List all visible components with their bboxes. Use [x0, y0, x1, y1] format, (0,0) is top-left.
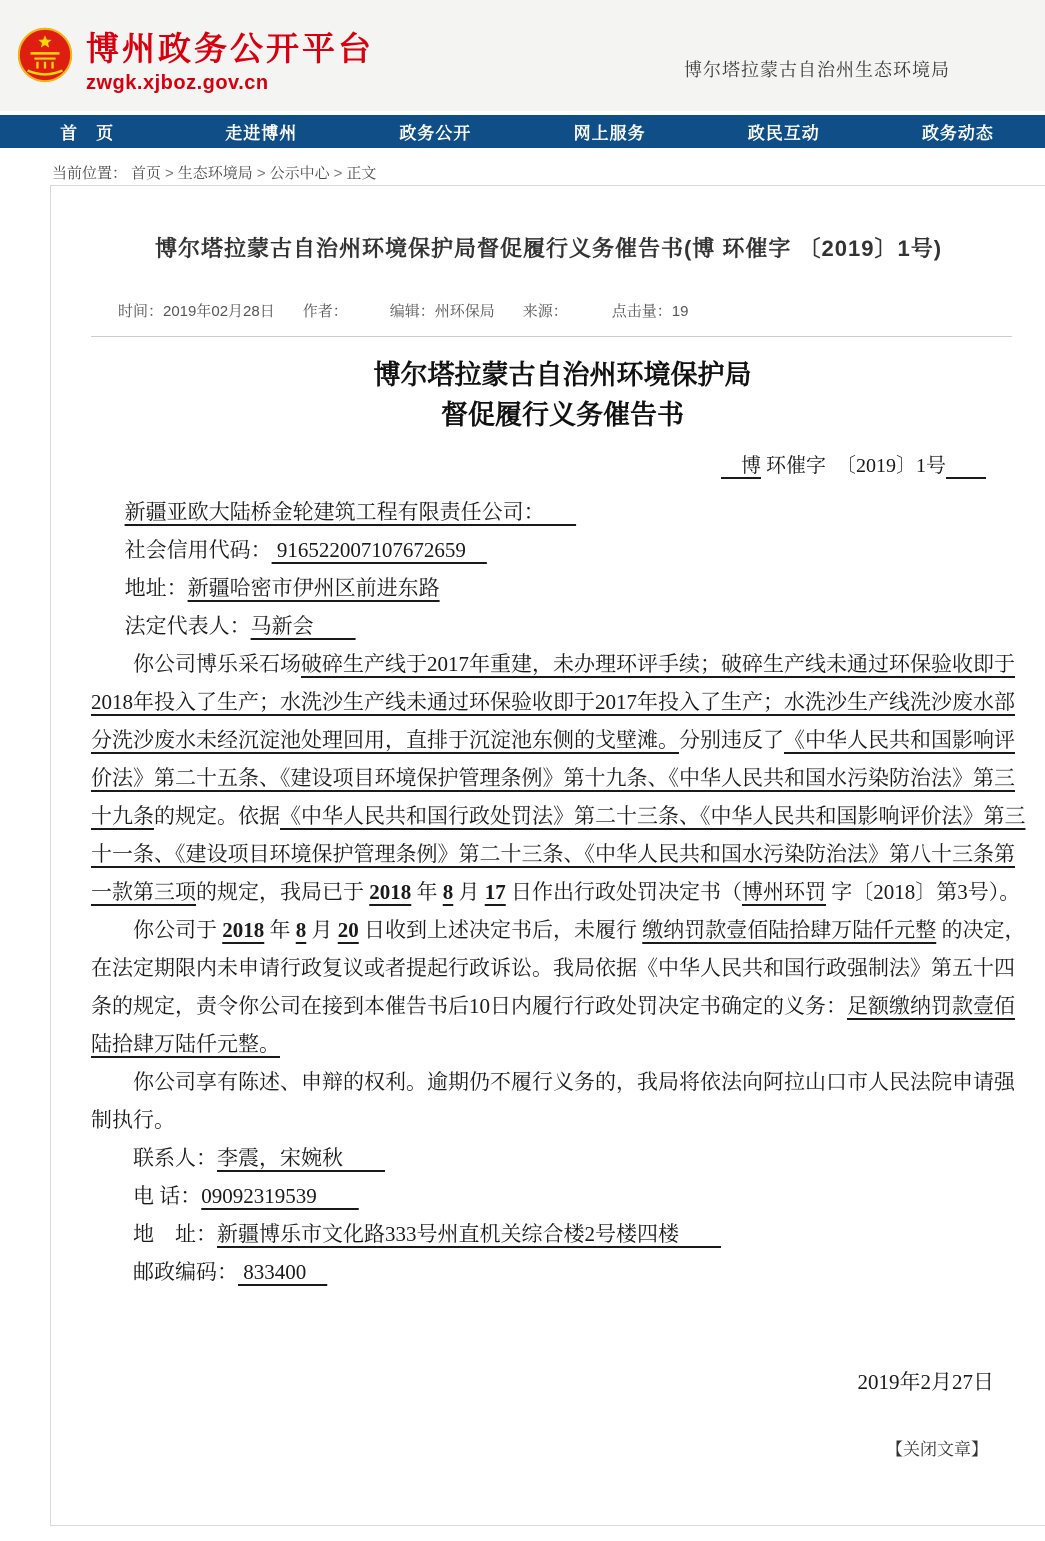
meta-editor: 编辑：州环保局 — [389, 303, 495, 320]
document-date: 2019年2月27日 — [857, 1370, 994, 1394]
breadcrumb-current: 正文 — [346, 165, 377, 182]
document-title-line2: 督促履行义务催告书 — [441, 400, 684, 430]
close-article-button[interactable]: 【关闭文章】 — [886, 1440, 988, 1459]
document-number: 博 环催字 〔2019〕1号 — [721, 455, 946, 477]
close-article-row — [51, 1435, 1045, 1460]
meta-author: 作者： — [302, 303, 348, 320]
article-container — [50, 185, 1045, 1526]
site-logo[interactable] — [16, 26, 374, 95]
paragraph-credit-code: 社会信用代码： 916522007107672659 — [124, 538, 487, 562]
breadcrumb-eco-bureau[interactable]: 生态环境局 — [177, 165, 253, 182]
nav-item-gov-news[interactable]: 政务动态 — [921, 124, 994, 143]
paragraph-company: 新疆亚欧大陆桥金轮建筑工程有限责任公司： — [124, 500, 577, 524]
paragraph-address: 地址：新疆哈密市伊州区前进东路 — [124, 576, 440, 600]
breadcrumb-notice-center[interactable]: 公示中心 — [269, 165, 330, 182]
paragraph-violations: 你公司博乐采石场破碎生产线于2017年重建，未办理环评手续；破碎生产线未通过环保验收即于2018年投入了生产；水洗沙生产线未通过环保验收即于2017年投入了生产；水洗沙生产线洗沙废水部分洗沙废水未经沉淀池处理回用，直排于沉淀池东侧的戈壁滩。分别违反了《中华人民共和国影响评价法》第二十五条、《建设项目环境保护管理条例》第十九条、《中华人民共和国水污染防治法》第三十九条的规定。依据《中华人民共和国行政处罚法》第二十三条、《中华人民共和国影响评价法》第三十一条、《建设项目环境保护管理条例》第二十三条、《中华人民共和国水污染防治法》第八十三条第一款第三项的规定，我局已于 2018 年 8 月 17 日作出行政处罚决定书（博州环罚 字〔2018〕第3号）。 — [91, 652, 1026, 904]
paragraph-contact-person: 联系人：李震，宋婉秋 — [133, 1146, 385, 1170]
article-meta — [118, 300, 1045, 321]
site-url: zwgk.xjboz.gov.cn — [86, 72, 269, 94]
meta-divider — [91, 336, 1012, 337]
nav-item-about-bozhou[interactable]: 走进博州 — [225, 124, 298, 143]
site-header — [0, 0, 1045, 111]
paragraph-penalty: 你公司于 2018 年 8 月 20 日收到上述决定书后，未履行 缴纳罚款壹佰陆拾肆万陆仟元整 的决定，在法定期限内未申请行政复议或者提起行政诉讼。我局依据《中华人民共和国行政强制法》第五十四条的规定，责令你公司在接到本催告书后10日内履行行政处罚决定书确定的义务：足额缴纳罚款壹佰陆拾肆万陆仟元整。 — [91, 918, 1026, 1056]
paragraph-rights: 你公司享有陈述、申辩的权利。逾期仍不履行义务的，我局将依法向阿拉山口市人民法院申请强制执行。 — [91, 1070, 1015, 1132]
breadcrumb-label: 当前位置： — [52, 165, 128, 182]
meta-hits: 点击量：19 — [611, 303, 689, 320]
nav-item-gov-disclosure[interactable]: 政务公开 — [399, 124, 472, 143]
national-emblem-icon — [16, 26, 74, 84]
breadcrumb — [0, 148, 1045, 185]
document-body — [51, 355, 1045, 1401]
nav-item-public-interaction[interactable]: 政民互动 — [747, 124, 820, 143]
paragraph-phone: 电 话：09092319539 — [133, 1184, 359, 1208]
breadcrumb-separator: > — [256, 165, 266, 182]
nav-item-online-service[interactable]: 网上服务 — [573, 124, 646, 143]
site-identity — [86, 26, 374, 95]
organization-name: 博尔塔拉蒙古自治州生态环境局 — [684, 60, 950, 80]
article-title: 博尔塔拉蒙古自治州环境保护局督促履行义务催告书(博 环催字 〔2019〕1号) — [154, 236, 943, 261]
site-name: 博州政务公开平台 — [86, 30, 374, 67]
breadcrumb-separator: > — [333, 165, 343, 182]
breadcrumb-separator: > — [165, 165, 174, 182]
main-nav — [0, 115, 1045, 148]
nav-item-home[interactable]: 首 页 — [60, 124, 115, 143]
meta-time: 时间：2019年02月28日 — [118, 303, 275, 320]
meta-source: 来源： — [522, 303, 568, 320]
paragraph-office-address: 地 址：新疆博乐市文化路333号州直机关综合楼2号楼四楼 — [133, 1222, 721, 1246]
breadcrumb-home[interactable]: 首页 — [131, 165, 162, 182]
paragraph-postal-code: 邮政编码： 833400 — [133, 1260, 328, 1284]
document-title-line1: 博尔塔拉蒙古自治州环境保护局 — [373, 360, 752, 390]
paragraph-legal-representative: 法定代表人：马新会 — [124, 614, 356, 638]
